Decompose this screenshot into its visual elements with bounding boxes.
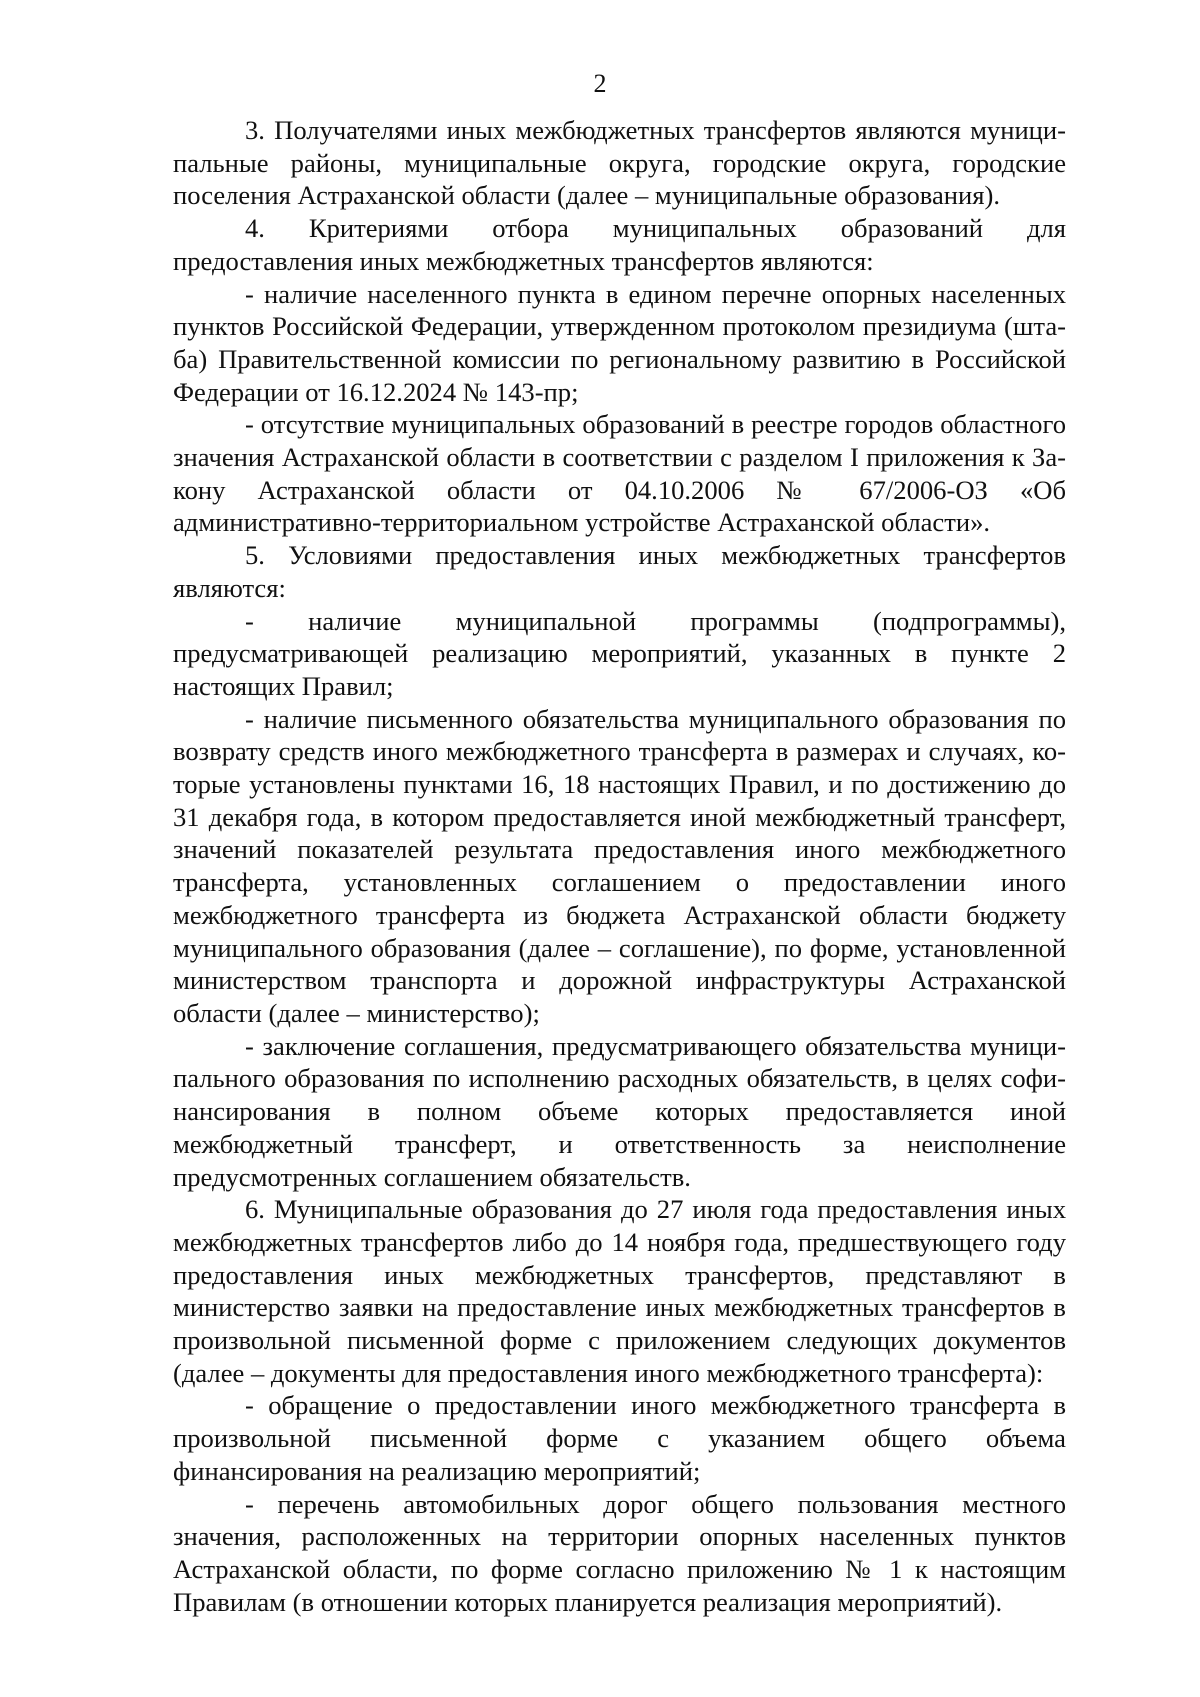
criteria-item-city-registry: - отсутствие муниципальных образований в реестре городов областного значения Астраханской области в соответствии с разделом I приложения к Закону Астраханской области от 04.10.2006 № 67/2006-ОЗ «Об административно-территориальном устройстве Астраханской области».: [173, 409, 1066, 538]
paragraph-6-applications: 6. Муниципальные образования до 27 июля года предоставления иных межбюджетных трансфертов либо до 14 ноября года, предшествующего году предоставления иных межбюджетных трансфертов, представляют в министерство заявки на предоставление иных межбюджетных трансфертов в произвольной письменной форме с приложением следующих документов (далее – документы для предоставления иного межбюджетного трансферта):: [173, 1194, 1066, 1388]
criteria-item-settlement-list: - наличие населенного пункта в едином перечне опорных населенных пунктов Российской Федерации, утвержденном протоколом президиума (штаба) Правительственной комиссии по региональному развитию в Российской Федерации от 16.12.2024 № 143-пр;: [173, 278, 1066, 407]
page-number: 2: [593, 69, 607, 98]
document-item-road-list: - перечень автомобильных дорог общего пользования местного значения, расположенных на территории опорных населенных пунктов Астраханской области, по форме согласно приложению № 1 к настоящим Правилам (в отношении которых планируется реализация мероприятий).: [173, 1488, 1066, 1617]
document-body: [173, 114, 1066, 1618]
paragraph-5-conditions: 5. Условиями предоставления иных межбюджетных трансфертов являются:: [173, 540, 1066, 603]
condition-item-agreement: - заключение соглашения, предусматривающего обязательства муниципального образования по исполнению расходных обязательств, в целях софинансирования в полном объеме которых предоставляется иной межбюджетный трансферт, и ответственность за неисполнение предусмотренных соглашением обязательств.: [173, 1030, 1066, 1192]
paragraph-3-recipients: 3. Получателями иных межбюджетных трансфертов являются муниципальные районы, муниципальные округа, городские округа, городские поселения Астраханской области (далее – муниципальные образования).: [173, 115, 1066, 211]
document-item-request: - обращение о предоставлении иного межбюджетного трансферта в произвольной письменной форме с указанием общего объема финансирования на реализацию мероприятий;: [173, 1390, 1066, 1486]
condition-item-written-obligation: - наличие письменного обязательства муниципального образования по возврату средств иного межбюджетного трансферта в размерах и случаях, которые установлены пунктами 16, 18 настоящих Правил, и по достижению до 31 декабря года, в котором предоставляется иной межбюджетный трансферт, значений показателей результата предоставления иного межбюджетного трансферта, установленных соглашением о предоставлении иного межбюджетного трансферта из бюджета Астраханской области бюджету муниципального образования (далее – соглашение), по форме, установленной министерством транспорта и дорожной инфраструктуры Астраханской области (далее – министерство);: [173, 703, 1066, 1028]
paragraph-4-criteria: 4. Критериями отбора муниципальных образований для предоставления иных межбюджетных трансфертов являются:: [173, 213, 1066, 276]
condition-item-municipal-program: - наличие муниципальной программы (подпрограммы), предусматривающей реализацию мероприятий, указанных в пункте 2 настоящих Правил;: [173, 605, 1066, 701]
